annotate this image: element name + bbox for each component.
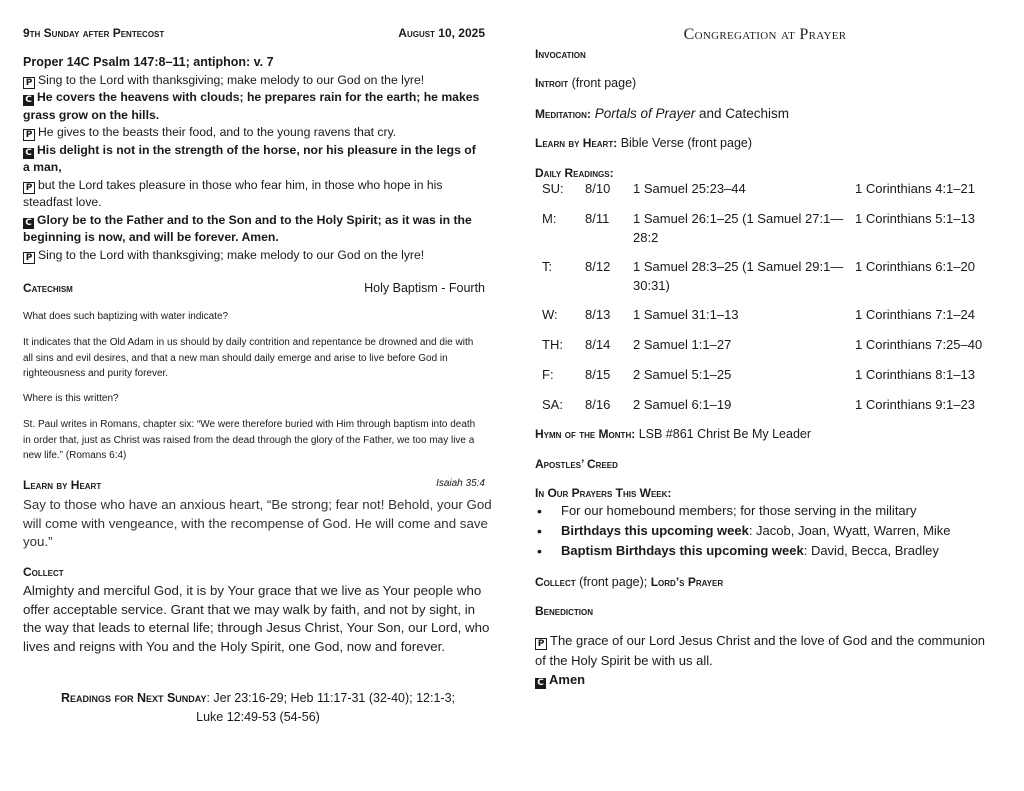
catechism-header xyxy=(23,281,485,295)
learn-by-heart-header xyxy=(23,478,485,492)
page-title: Congregation at Prayer xyxy=(683,26,847,43)
catechism-question-1: What does such baptizing with water indicate? xyxy=(23,311,229,322)
creed-heading: Apostles’ Creed xyxy=(535,457,618,471)
lbh-heading: Learn by Heart: xyxy=(535,136,618,150)
collect-heading: Collect xyxy=(23,565,64,579)
benediction-heading: Benediction xyxy=(535,604,594,618)
pastor-icon: P xyxy=(535,638,547,650)
list-item: • Baptism Birthdays this upcoming week: David, Becca, Bradley xyxy=(557,541,997,561)
congregation-icon: C xyxy=(23,148,34,159)
pastor-icon: P xyxy=(23,252,35,264)
meditation-heading: Meditation: xyxy=(535,107,591,121)
learn-by-heart-item: Learn by Heart: Bible Verse (front page) xyxy=(535,136,753,150)
daily-readings-table xyxy=(542,180,992,415)
invocation-heading: Invocation xyxy=(535,47,586,61)
bulletin-date: August 10, 2025 xyxy=(398,26,485,40)
learn-by-heart-verse: Say to those who have an anxious heart, “Be strong; fear not! Behold, your God will come with vengeance, with the recompense of God. He will come and save you.” xyxy=(23,497,492,549)
bulletin-header xyxy=(23,26,485,40)
learn-by-heart-heading: Learn by Heart xyxy=(23,478,102,492)
introit-heading: Introit xyxy=(535,76,569,90)
catechism-answer-1: It indicates that the Old Adam in us should by daily contrition and repentance be drowned and die with all sins and evil desires, and that a new man should daily emerge and arise to live before God in righteousness and purity forever. xyxy=(23,337,474,379)
prayers-list xyxy=(535,501,997,561)
table-row: W: 8/13 1 Samuel 31:1–13 1 Corinthians 7:1–24 xyxy=(542,307,975,322)
meditation-title: Portals of Prayer xyxy=(594,106,696,121)
psalm-line: C His delight is not in the strength of the horse, nor his pleasure in the legs of a man, xyxy=(23,142,476,174)
pastor-icon: P xyxy=(23,77,35,89)
next-sunday-line-1: : Jer 23:16-29; Heb 11:17-31 (32-40); 12:1-3; xyxy=(206,691,456,705)
meditation-item: Meditation: Portals of Prayer and Catechism xyxy=(535,106,790,121)
daily-readings-heading: Daily Readings: xyxy=(535,166,614,180)
catechism-subheading: Holy Baptism - Fourth xyxy=(364,281,485,295)
prayers-heading: In Our Prayers This Week: xyxy=(535,486,672,500)
catechism-answer-2: St. Paul writes in Romans, chapter six: “We were therefore buried with Him through baptism into death in order that, just as Christ was raised from the dead through the glory of the Father, we too may live a new life.” (Romans 6:4) xyxy=(23,419,476,461)
benediction-text: P The grace of our Lord Jesus Christ and the love of God and the communion of the Holy Spirit be with us all. C Amen xyxy=(535,633,986,688)
benediction-item xyxy=(535,604,995,618)
introit-item: Introit (front page) xyxy=(535,76,637,90)
psalm-line: C He covers the heavens with clouds; he prepares rain for the earth; he makes grass grow on the hills. xyxy=(23,90,480,122)
collect-text: Almighty and merciful God, it is by Your grace that we live as Your people who offer acceptable service. Grant that we may walk by faith, and not by sight, in the way that leads to eternal life; through Jesus Christ, Your Son, our Lord, who lives and reigns with You and the Holy Spirit, one God, now and forever. xyxy=(23,583,490,654)
table-row: T: 8/12 1 Samuel 28:3–25 (1 Samuel 29:1—30:31) 1 Corinthians 6:1–20 xyxy=(542,259,975,293)
table-row: SU: 8/10 1 Samuel 25:23–44 1 Corinthians 4:1–21 xyxy=(542,181,975,196)
psalm-line: P but the Lord takes pleasure in those who fear him, in those who hope in his steadfast love. xyxy=(23,177,443,209)
psalm-section xyxy=(23,54,485,264)
sunday-title: 9th Sunday after Pentecost xyxy=(23,26,165,40)
psalm-title: Proper 14C Psalm 147:8–11; antiphon: v. 7 xyxy=(23,55,274,69)
psalm-line: C Glory be to the Father and to the Son and to the Holy Spirit; as it was in the beginning is now, and will be forever. Amen. xyxy=(23,212,472,244)
psalm-line: P Sing to the Lord with thanksgiving; make melody to our God on the lyre! xyxy=(23,72,485,90)
table-row: F: 8/15 2 Samuel 5:1–25 1 Corinthians 8:1–13 xyxy=(542,367,975,382)
table-row: TH: 8/14 2 Samuel 1:1–27 1 Corinthians 7:25–40 xyxy=(542,337,983,352)
amen-response: Amen xyxy=(549,672,586,687)
next-sunday-readings xyxy=(23,689,493,726)
list-item: • Birthdays this upcoming week: Jacob, Joan, Wyatt, Warren, Mike xyxy=(557,521,997,541)
table-row: SA: 8/16 2 Samuel 6:1–19 1 Corinthians 9:1–23 xyxy=(542,397,975,412)
collect-item: Collect (front page); Lord’s Prayer xyxy=(535,575,724,589)
catechism-question-2: Where is this written? xyxy=(23,393,119,404)
next-sunday-label: Readings for Next Sunday xyxy=(60,691,207,705)
hymn-item: Hymn of the Month: LSB #861 Christ Be My Leader xyxy=(535,427,812,441)
hymn-heading: Hymn of the Month: xyxy=(535,427,636,441)
invocation-item xyxy=(535,47,995,61)
congregation-icon: C xyxy=(23,218,34,229)
list-item: • For our homebound members; for those serving in the military xyxy=(557,501,997,521)
next-sunday-line-2: Luke 12:49-53 (54-56) xyxy=(196,709,320,724)
congregation-icon: C xyxy=(535,678,546,689)
lords-prayer-label: Lord’s Prayer xyxy=(650,575,724,589)
pastor-icon: P xyxy=(23,182,35,194)
catechism-heading: Catechism xyxy=(23,281,73,295)
congregation-icon: C xyxy=(23,95,34,106)
psalm-line: P He gives to the beasts their food, and to the young ravens that cry. xyxy=(23,124,485,142)
pastor-icon: P xyxy=(23,129,35,141)
psalm-line: P Sing to the Lord with thanksgiving; make melody to our God on the lyre! xyxy=(23,247,485,265)
collect-label: Collect xyxy=(535,575,576,589)
learn-by-heart-reference: Isaiah 35:4 xyxy=(436,478,485,489)
table-row: M: 8/11 1 Samuel 26:1–25 (1 Samuel 27:1—28:2 1 Corinthians 5:1–13 xyxy=(542,211,975,245)
creed-item xyxy=(535,457,995,471)
